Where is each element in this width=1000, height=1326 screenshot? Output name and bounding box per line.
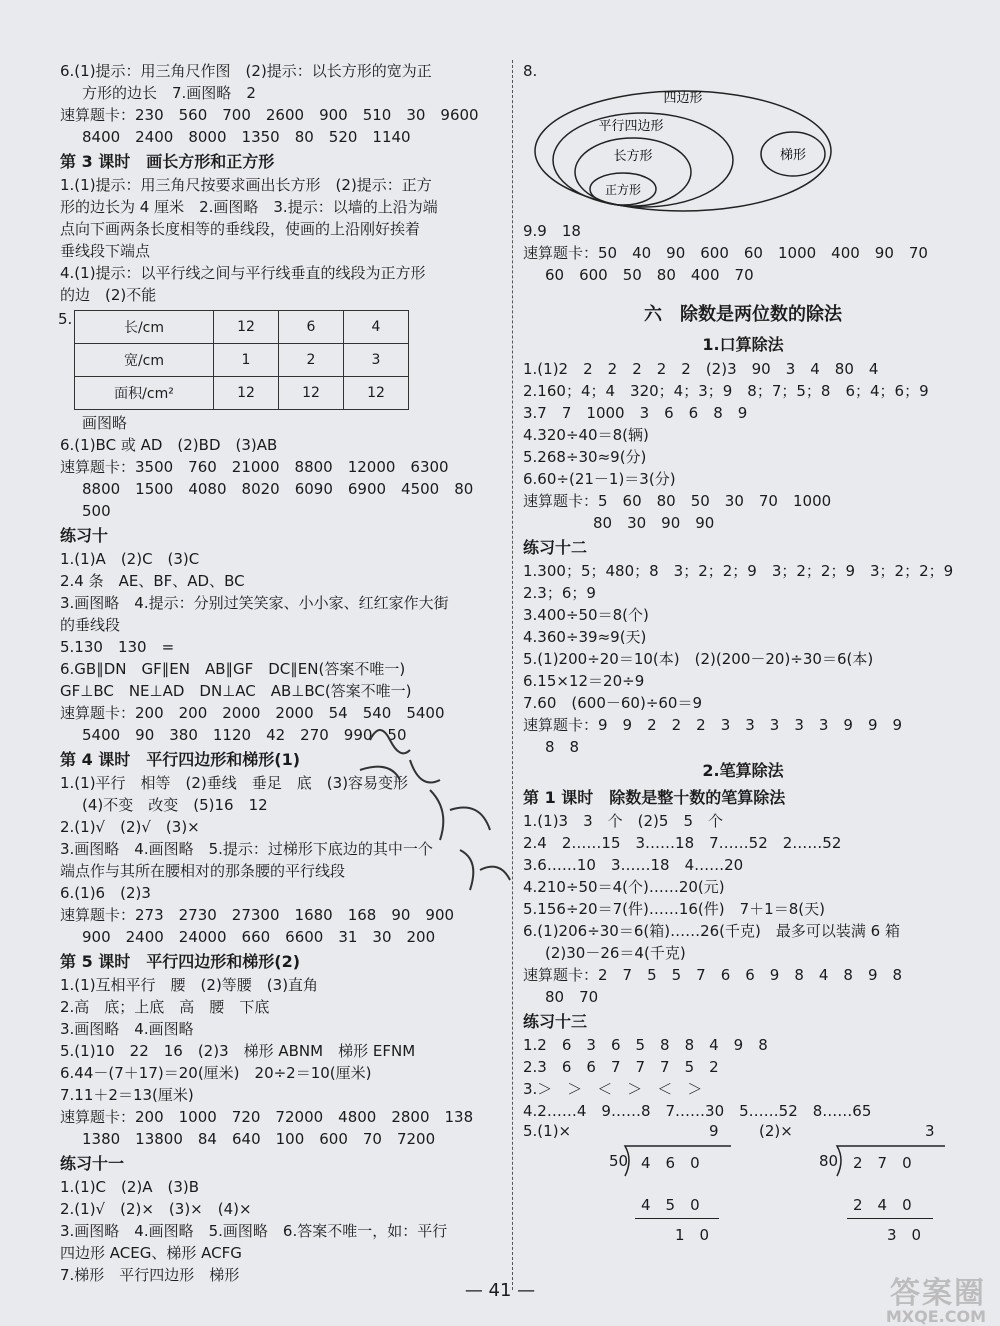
table-cell: 1	[214, 344, 279, 377]
text-line: 9.9 18	[523, 222, 581, 240]
text-line: 6.60÷(21－1)＝3(分)	[523, 470, 676, 488]
area-table-block	[60, 310, 500, 410]
section-heading: 练习十三	[523, 1012, 588, 1031]
text-line: 速算题卡：50 40 90 600 60 1000 400 90 70	[523, 244, 928, 262]
text-line: 1.(1)C (2)A (3)B	[60, 1178, 200, 1196]
section-heading: 第 1 课时 除数是整十数的笔算除法	[523, 788, 786, 807]
table-cell: 2	[279, 344, 344, 377]
table-cell: 12	[344, 377, 409, 410]
venn-label: 平行四边形	[598, 119, 664, 134]
venn-label: 正方形	[604, 183, 642, 197]
text-line: 4.360÷39≈9(天)	[523, 628, 647, 646]
text-line: 4.210÷50＝4(个)……20(元)	[523, 878, 725, 896]
text-line: 速算题卡：230 560 700 2600 900 510 30 9600	[60, 106, 479, 124]
text-line: 8800 1500 4080 8020 6090 6900 4500 80	[82, 480, 474, 498]
column-divider	[512, 60, 513, 1290]
text-line: 的边 (2)不能	[60, 286, 157, 304]
table-cell: 宽/cm	[75, 344, 214, 377]
text-line: 6.(1)6 (2)3	[60, 884, 151, 902]
question-label: (2)×	[759, 1122, 793, 1140]
text-line: (4)不变 改变 (5)16 12	[82, 796, 268, 814]
section-heading: 第 3 课时 画长方形和正方形	[60, 152, 275, 171]
text-line: 8 8	[545, 738, 580, 756]
text-line: 80 70	[545, 988, 599, 1006]
text-line: 2.4 条 AE、BF、AD、BC	[60, 572, 245, 590]
subtraction-line	[847, 1218, 933, 1219]
subtraction-line	[635, 1218, 719, 1219]
divisor: 50	[609, 1152, 629, 1170]
text-line: 速算题卡：2 7 5 5 7 6 6 9 8 4 8 9 8	[523, 966, 903, 984]
text-line: 速算题卡：273 2730 27300 1680 168 90 900	[60, 906, 455, 924]
text-line: 900 2400 24000 660 6600 31 30 200	[82, 928, 436, 946]
text-line: 6.GB∥DN GF∥EN AB∥GF DC∥EN(答案不唯一)	[60, 660, 406, 678]
partial-product: 2 4 0	[853, 1196, 912, 1214]
text-line: GF⊥BC NE⊥AD DN⊥AC AB⊥BC(答案不唯一)	[60, 682, 412, 700]
divisor: 80	[819, 1152, 839, 1170]
text-line: 2.4 2……15 3……18 7……52 2……52	[523, 834, 842, 852]
table-cell: 6	[279, 311, 344, 344]
area-table	[74, 310, 409, 410]
table-cell: 面积/cm²	[75, 377, 214, 410]
text-line: 8400 2400 8000 1350 80 520 1140	[82, 128, 411, 146]
text-line: 3.画图略 4.提示：分别过笑笑家、小小家、红红家作大街	[60, 594, 449, 612]
question-number: 5.	[58, 310, 73, 328]
text-line: 2.160；4；4 320；4；3；9 8；7；5；8 6；4；6；9	[523, 382, 929, 400]
venn-label: 四边形	[663, 91, 703, 106]
text-line: 速算题卡：200 200 2000 2000 54 540 5400	[60, 704, 445, 722]
text-line: 1.(1)互相平行 腰 (2)等腰 (3)直角	[60, 976, 319, 994]
section-heading: 练习十	[60, 526, 109, 545]
table-cell: 4	[344, 311, 409, 344]
text-line: 1.(1)平行 相等 (2)垂线 垂足 底 (3)容易变形	[60, 774, 409, 792]
text-line: 6.(1)BC 或 AD (2)BD (3)AB	[60, 436, 278, 454]
text-line: 画图略	[82, 414, 128, 432]
venn-label: 长方形	[613, 149, 653, 164]
text-line: 1.300；5；480；8 3；2；2；9 3；2；2；9 3；2；2；9	[523, 562, 954, 580]
text-line: 5.(1)10 22 16 (2)3 梯形 ABNM 梯形 EFNM	[60, 1042, 416, 1060]
text-line: 3.画图略 4.画图略 5.提示：过梯形下底边的其中一个	[60, 840, 433, 858]
text-line: 1.2 6 3 6 5 8 8 4 9 8	[523, 1036, 768, 1054]
venn-label: 梯形	[779, 148, 807, 163]
text-line: 方形的边长 7.画图略 2	[82, 84, 256, 102]
text-line: 速算题卡：5 60 80 50 30 70 1000	[523, 492, 832, 510]
text-line: 6.(1)提示：用三角尺作图 (2)提示：以长方形的宽为正	[60, 62, 432, 80]
quadrilateral-venn-diagram	[523, 86, 963, 216]
quotient: 3	[925, 1122, 935, 1140]
text-line: 3.画图略 4.画图略	[60, 1020, 194, 1038]
remainder: 1 0	[675, 1226, 710, 1244]
dividend: 4 6 0	[641, 1154, 700, 1172]
text-line: 2.3 6 6 7 7 7 5 2	[523, 1058, 719, 1076]
text-line: 7.60 (600－60)÷60＝9	[523, 694, 703, 712]
text-line: 80 30 90 90	[593, 514, 715, 532]
text-line: 3.7 7 1000 3 6 6 8 9	[523, 404, 748, 422]
text-line: 速算题卡：9 9 2 2 2 3 3 3 3 3 9 9 9	[523, 716, 903, 734]
remainder: 3 0	[887, 1226, 922, 1244]
section-heading: 2.笔算除法	[702, 761, 784, 780]
text-line: 4.2……4 9……8 7……30 5……52 8……65	[523, 1102, 872, 1120]
text-line: 速算题卡：200 1000 720 72000 4800 2800 138	[60, 1108, 474, 1126]
text-line: 点向下画两条长度相等的垂线段，使画的上沿刚好挨着	[60, 220, 421, 238]
section-heading: 1.口算除法	[702, 335, 784, 354]
text-line: 7.11＋2＝13(厘米)	[60, 1086, 194, 1104]
quotient: 9	[709, 1122, 719, 1140]
watermark-logo: 答案圈	[890, 1276, 986, 1311]
text-line: 3.400÷50＝8(个)	[523, 606, 649, 624]
text-line: 2.高 底；上底 高 腰 下底	[60, 998, 270, 1016]
table-cell: 12	[279, 377, 344, 410]
chapter-title: 六 除数是两位数的除法	[644, 304, 842, 325]
text-line: 5.156÷20＝7(件)……16(件) 7＋1＝8(天)	[523, 900, 825, 918]
handwriting-scribble	[340, 700, 520, 920]
table-cell: 12	[214, 311, 279, 344]
text-line: 5.130 130 =	[60, 638, 175, 656]
section-heading: 第 4 课时 平行四边形和梯形(1)	[60, 750, 301, 769]
partial-product: 4 5 0	[641, 1196, 700, 1214]
section-heading: 练习十一	[60, 1154, 125, 1173]
text-line: 3.画图略 4.画图略 5.画图略 6.答案不唯一，如：平行	[60, 1222, 448, 1240]
question-label: 5.(1)×	[523, 1122, 572, 1140]
text-line: 速算题卡：3500 760 21000 8800 12000 6300	[60, 458, 449, 476]
page-number: — 41 —	[464, 1280, 536, 1301]
text-line: 端点作与其所在腰相对的那条腰的平行线段	[60, 862, 346, 880]
text-line: 形的边长为 4 厘米 2.画图略 3.提示：以墙的上沿为端	[60, 198, 438, 216]
text-line: 60 600 50 80 400 70	[545, 266, 754, 284]
text-line: 1380 13800 84 640 100 600 70 7200	[82, 1130, 436, 1148]
text-line: 四边形 ACEG、梯形 ACFG	[60, 1244, 242, 1262]
table-cell: 3	[344, 344, 409, 377]
text-line: 2.(1)√ (2)× (3)× (4)×	[60, 1200, 252, 1218]
table-cell: 12	[214, 377, 279, 410]
text-line: 4.320÷40＝8(辆)	[523, 426, 649, 444]
text-line: 6.15×12＝20÷9	[523, 672, 645, 690]
text-line: 2.3；6；9	[523, 584, 596, 602]
section-heading: 练习十二	[523, 538, 588, 557]
text-line: 1.(1)3 3 个 (2)5 5 个	[523, 812, 723, 830]
text-line: 4.(1)提示：以平行线之间与平行线垂直的线段为正方形	[60, 264, 426, 282]
question-number: 8.	[523, 62, 538, 80]
text-line: 垂线段下端点	[60, 242, 151, 260]
text-line: 3.6……10 3……18 4……20	[523, 856, 744, 874]
text-line: 5.268÷30≈9(分)	[523, 448, 647, 466]
text-line: 5400 90 380 1120 42 270 990 50	[82, 726, 407, 744]
text-line: 1.(1)2 2 2 2 2 2 (2)3 90 3 4 80 4	[523, 360, 879, 378]
text-line: (2)30－26＝4(千克)	[545, 944, 686, 962]
table-cell: 长/cm	[75, 311, 214, 344]
long-division-block	[523, 1122, 963, 1254]
text-line: 1.(1)A (2)C (3)C	[60, 550, 200, 568]
left-column	[60, 60, 500, 1286]
text-line: 1.(1)提示：用三角尺按要求画出长方形 (2)提示：正方	[60, 176, 432, 194]
text-line: 3.＞ ＞ ＜ ＞ ＜ ＞	[523, 1080, 703, 1098]
text-line: 5.(1)200÷20＝10(本) (2)(200－20)÷30＝6(本)	[523, 650, 874, 668]
right-column	[523, 60, 963, 1254]
text-line: 6.44－(7＋17)＝20(厘米) 20÷2＝10(厘米)	[60, 1064, 372, 1082]
text-line: 的垂线段	[60, 616, 121, 634]
text-line: 7.梯形 平行四边形 梯形	[60, 1266, 240, 1284]
text-line: 500	[82, 502, 111, 520]
section-heading: 第 5 课时 平行四边形和梯形(2)	[60, 952, 301, 971]
dividend: 2 7 0	[853, 1154, 912, 1172]
text-line: 6.(1)206÷30＝6(箱)……26(千克) 最多可以装满 6 箱	[523, 922, 900, 940]
watermark-url: MXQE.COM	[885, 1307, 986, 1326]
text-line: 2.(1)√ (2)√ (3)×	[60, 818, 200, 836]
